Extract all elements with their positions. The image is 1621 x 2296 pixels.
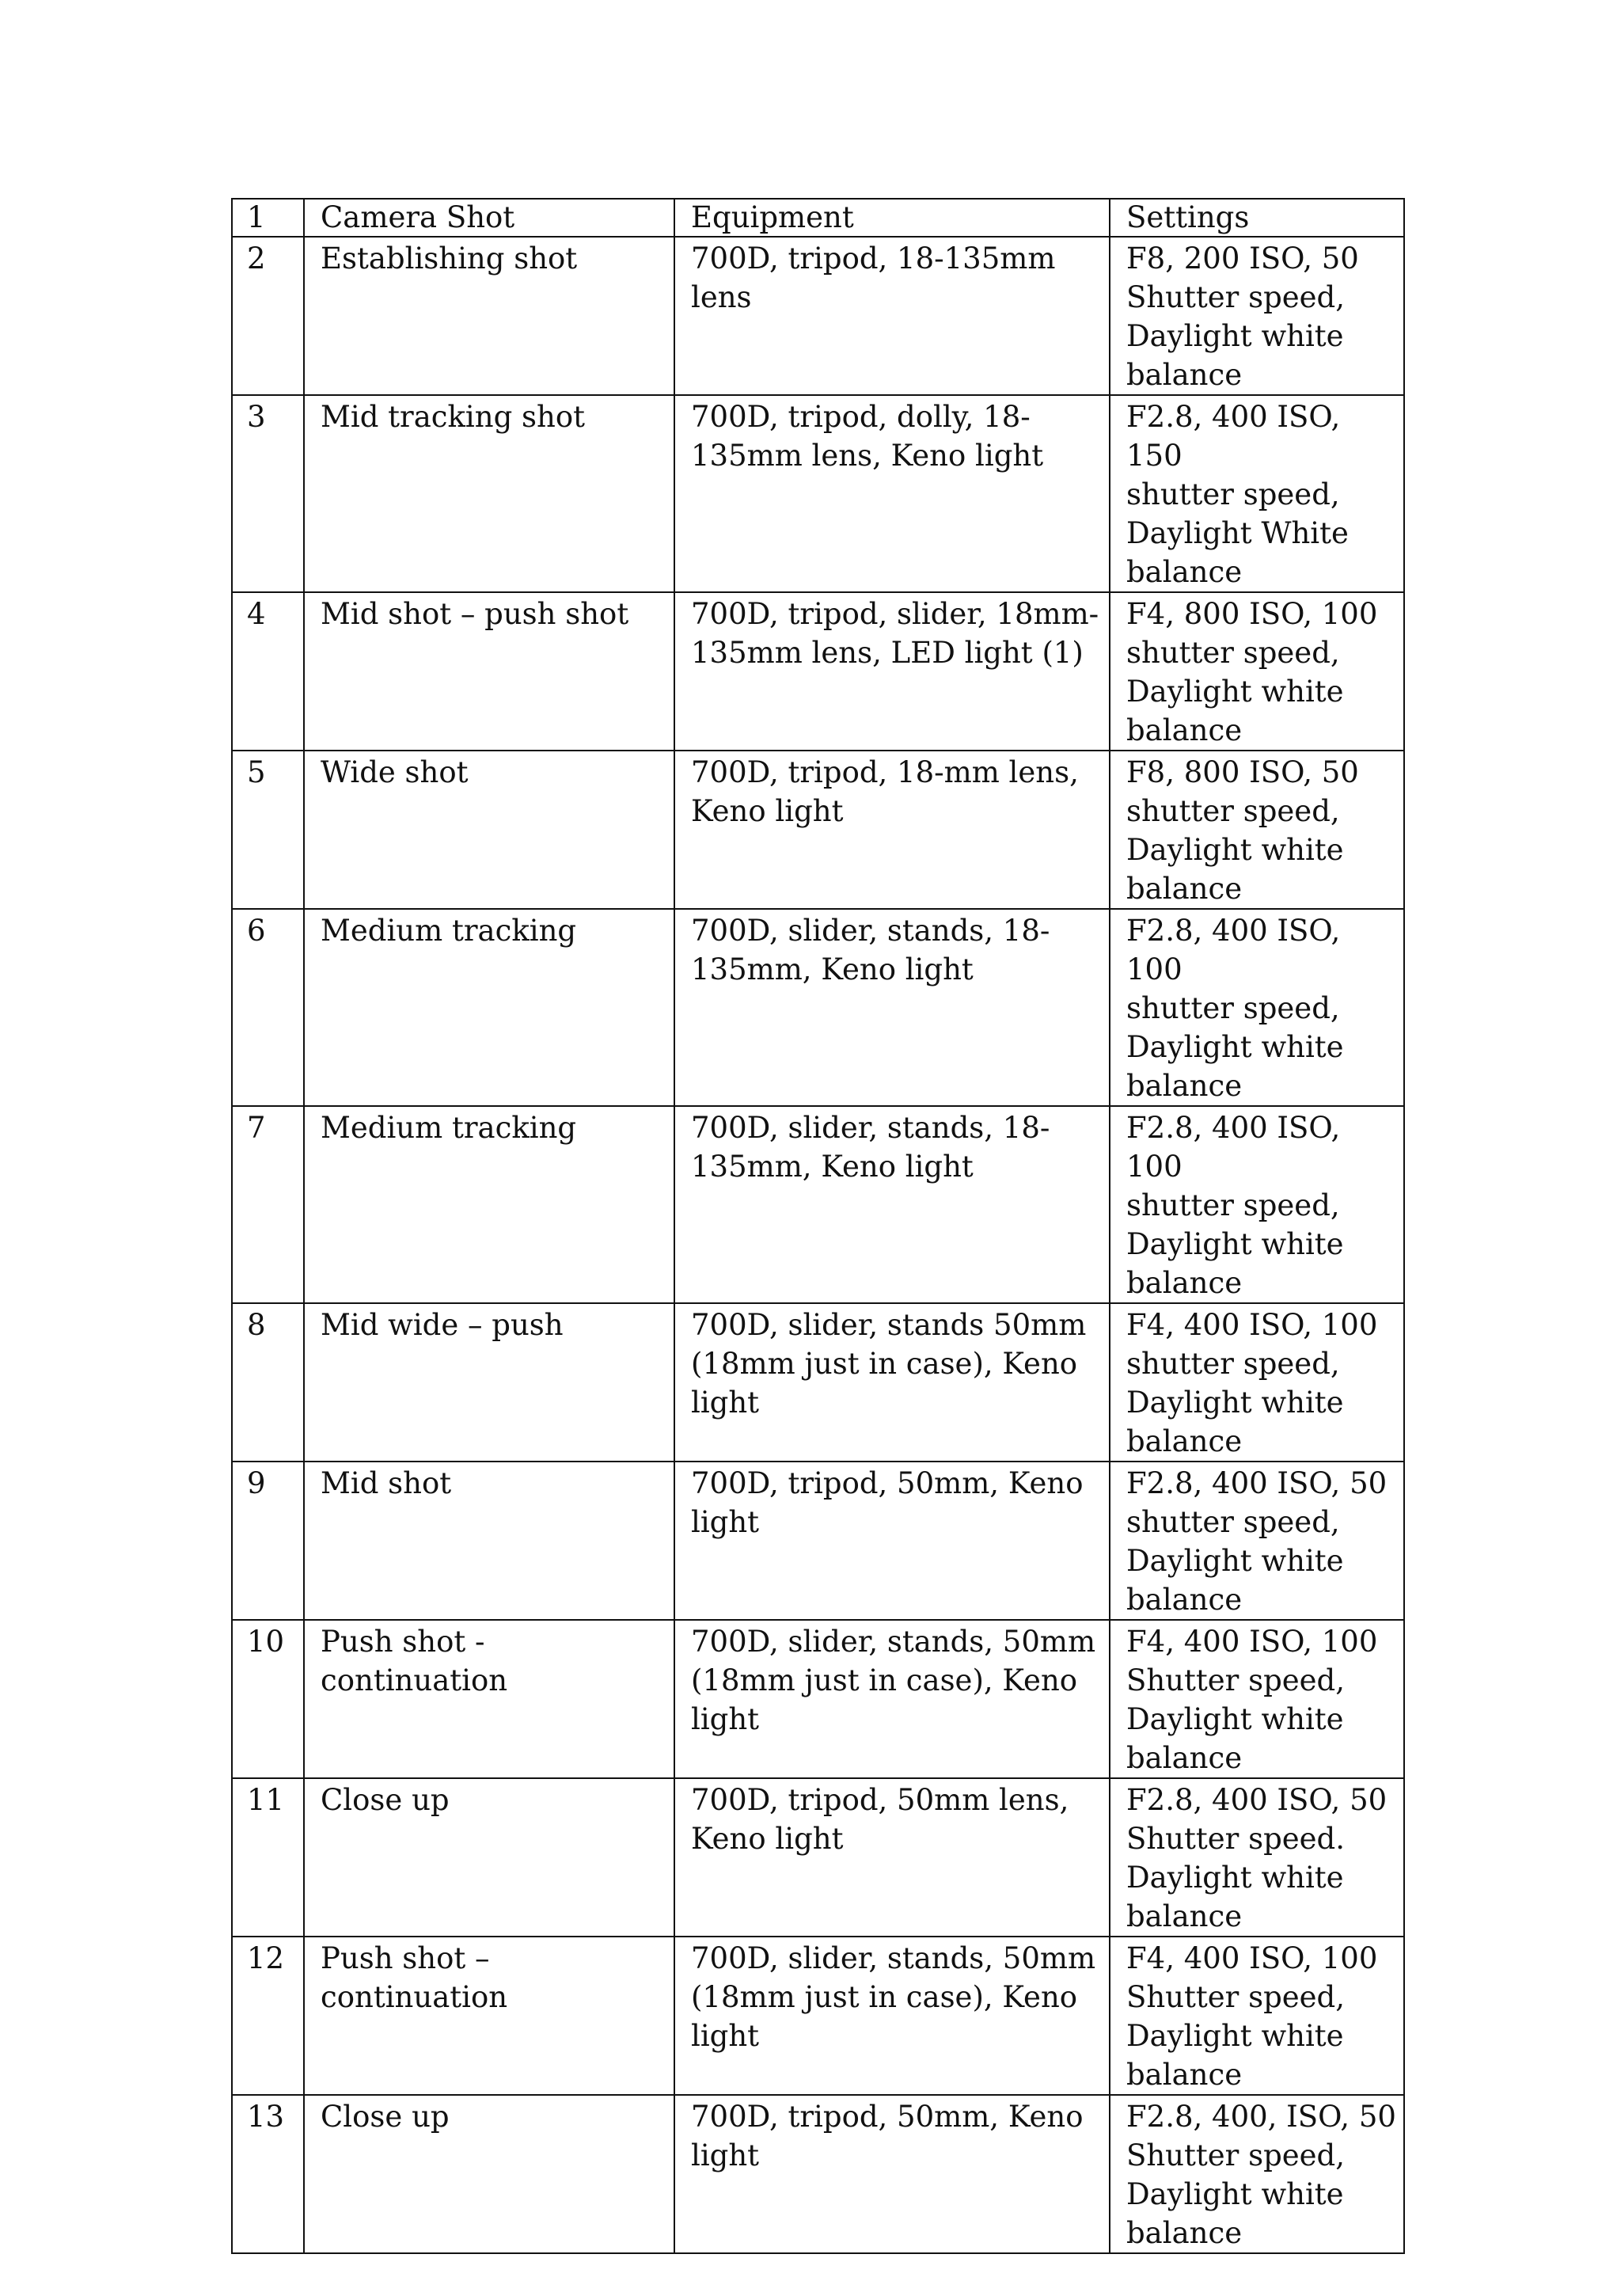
equipment-cell	[674, 1620, 1110, 1778]
row-number-cell: 2	[232, 237, 304, 395]
camera-shot-line: Medium tracking	[321, 1111, 577, 1145]
settings-line: Daylight White	[1126, 516, 1349, 550]
equipment-cell	[674, 1937, 1110, 2095]
camera-shot-line: Close up	[321, 1783, 450, 1817]
table-row	[232, 1778, 1404, 1937]
table-row	[232, 395, 1404, 592]
settings-line: balance	[1126, 1741, 1243, 1775]
settings-cell	[1110, 237, 1404, 395]
settings-line: balance	[1126, 713, 1243, 747]
equipment-line: 700D, tripod, slider, 18mm-	[691, 597, 1099, 631]
settings-line: Daylight white	[1126, 1386, 1344, 1420]
settings-line: Daylight white	[1126, 1544, 1344, 1578]
equipment-cell	[674, 1462, 1110, 1620]
equipment-cell	[674, 592, 1110, 751]
equipment-line: light	[691, 2138, 760, 2172]
camera-shot-cell	[304, 1778, 674, 1937]
header-number-cell: 1	[232, 199, 304, 237]
equipment-line: 135mm, Keno light	[691, 1150, 974, 1184]
settings-line: F8, 800 ISO, 50	[1126, 755, 1359, 789]
equipment-cell	[674, 909, 1110, 1106]
equipment-line: 700D, tripod, 18-135mm	[691, 241, 1056, 276]
row-number-cell: 4	[232, 592, 304, 751]
settings-line: F2.8, 400 ISO, 150	[1126, 400, 1341, 473]
equipment-cell	[674, 237, 1110, 395]
table-header-row	[232, 199, 1404, 237]
row-number-cell: 13	[232, 2095, 304, 2253]
table-row	[232, 592, 1404, 751]
settings-line: F2.8, 400, ISO, 50	[1126, 2100, 1396, 2134]
settings-line: Daylight white	[1126, 2019, 1344, 2053]
settings-line: F4, 800 ISO, 100	[1126, 597, 1378, 631]
table-row	[232, 2095, 1404, 2253]
settings-line: F4, 400 ISO, 100	[1126, 1625, 1378, 1659]
settings-cell	[1110, 395, 1404, 592]
equipment-line: 135mm lens, LED light (1)	[691, 636, 1084, 670]
camera-shot-cell	[304, 395, 674, 592]
equipment-line: 135mm, Keno light	[691, 952, 974, 986]
settings-cell	[1110, 909, 1404, 1106]
equipment-line: light	[691, 1386, 760, 1420]
camera-shot-cell	[304, 909, 674, 1106]
settings-cell	[1110, 1106, 1404, 1303]
camera-shot-cell	[304, 1462, 674, 1620]
settings-line: Shutter speed,	[1126, 2138, 1346, 2172]
equipment-line: Keno light	[691, 794, 844, 828]
settings-line: balance	[1126, 1583, 1243, 1617]
equipment-line: light	[691, 2019, 760, 2053]
camera-shot-cell	[304, 237, 674, 395]
settings-line: Daylight white	[1126, 1227, 1344, 1261]
settings-line: F4, 400 ISO, 100	[1126, 1941, 1378, 1975]
settings-cell	[1110, 751, 1404, 909]
equipment-line: 700D, tripod, 50mm lens,	[691, 1783, 1069, 1817]
camera-shot-cell	[304, 751, 674, 909]
settings-line: balance	[1126, 555, 1243, 589]
settings-line: Shutter speed,	[1126, 1980, 1346, 2014]
settings-line: Daylight white	[1126, 1030, 1344, 1064]
row-number-cell: 3	[232, 395, 304, 592]
settings-line: F2.8, 400 ISO, 50	[1126, 1466, 1388, 1500]
row-number-cell: 12	[232, 1937, 304, 2095]
settings-cell	[1110, 1778, 1404, 1937]
camera-shot-line: Push shot -	[321, 1625, 485, 1659]
table-row	[232, 1462, 1404, 1620]
camera-shot-cell	[304, 1106, 674, 1303]
table-body	[232, 199, 1404, 2253]
equipment-line: 700D, slider, stands 50mm	[691, 1308, 1087, 1342]
equipment-line: 700D, tripod, 50mm, Keno	[691, 1466, 1084, 1500]
camera-shot-cell	[304, 1620, 674, 1778]
settings-line: F4, 400 ISO, 100	[1126, 1308, 1378, 1342]
header-settings-cell: Settings	[1110, 199, 1404, 237]
equipment-line: 700D, slider, stands, 50mm	[691, 1625, 1096, 1659]
settings-line: Daylight white	[1126, 675, 1344, 709]
row-number-cell: 11	[232, 1778, 304, 1937]
header-equipment-cell: Equipment	[674, 199, 1110, 237]
settings-line: balance	[1126, 2058, 1243, 2092]
settings-line: Daylight white	[1126, 1702, 1344, 1736]
settings-line: Daylight white	[1126, 2177, 1344, 2211]
camera-shot-line: Push shot –	[321, 1941, 490, 1975]
camera-shot-line: Mid shot – push shot	[321, 597, 629, 631]
settings-line: Shutter speed,	[1126, 1663, 1346, 1697]
camera-shot-line: Mid shot	[321, 1466, 452, 1500]
row-number-cell: 10	[232, 1620, 304, 1778]
camera-shot-line: Establishing shot	[321, 241, 578, 276]
camera-shot-cell	[304, 1303, 674, 1462]
equipment-cell	[674, 2095, 1110, 2253]
equipment-line: (18mm just in case), Keno	[691, 1663, 1078, 1697]
camera-shot-line: Close up	[321, 2100, 450, 2134]
settings-line: shutter speed,	[1126, 1347, 1340, 1381]
camera-shot-line: Mid wide – push	[321, 1308, 564, 1342]
settings-line: F8, 200 ISO, 50	[1126, 241, 1359, 276]
settings-line: Shutter speed.	[1126, 1822, 1346, 1856]
equipment-line: 700D, tripod, dolly, 18-	[691, 400, 1031, 434]
camera-shot-table	[231, 198, 1405, 2254]
settings-line: balance	[1126, 2216, 1243, 2250]
settings-line: balance	[1126, 1069, 1243, 1103]
table-row	[232, 237, 1404, 395]
settings-line: balance	[1126, 1424, 1243, 1458]
settings-line: Daylight white	[1126, 1861, 1344, 1895]
settings-cell	[1110, 1937, 1404, 2095]
equipment-line: (18mm just in case), Keno	[691, 1347, 1078, 1381]
equipment-line: 700D, slider, stands, 18-	[691, 1111, 1050, 1145]
settings-line: balance	[1126, 1266, 1243, 1300]
camera-shot-line: continuation	[321, 1663, 508, 1697]
camera-shot-line: Wide shot	[321, 755, 469, 789]
camera-shot-line: continuation	[321, 1980, 508, 2014]
settings-line: shutter speed,	[1126, 1188, 1340, 1222]
equipment-cell	[674, 395, 1110, 592]
equipment-line: 700D, slider, stands, 18-	[691, 914, 1050, 948]
equipment-cell	[674, 1778, 1110, 1937]
table-row	[232, 1303, 1404, 1462]
equipment-line: light	[691, 1702, 760, 1736]
camera-shot-cell	[304, 2095, 674, 2253]
equipment-line: (18mm just in case), Keno	[691, 1980, 1078, 2014]
equipment-cell	[674, 1106, 1110, 1303]
row-number-cell: 6	[232, 909, 304, 1106]
settings-line: shutter speed,	[1126, 477, 1340, 511]
settings-cell	[1110, 2095, 1404, 2253]
settings-line: shutter speed,	[1126, 794, 1340, 828]
settings-cell	[1110, 592, 1404, 751]
header-camera-shot-cell: Camera Shot	[304, 199, 674, 237]
settings-line: F2.8, 400 ISO, 100	[1126, 914, 1341, 986]
row-number-cell: 9	[232, 1462, 304, 1620]
row-number-cell: 8	[232, 1303, 304, 1462]
row-number-cell: 5	[232, 751, 304, 909]
settings-line: shutter speed,	[1126, 991, 1340, 1025]
settings-line: balance	[1126, 1899, 1243, 1933]
table-row	[232, 1620, 1404, 1778]
equipment-line: lens	[691, 280, 752, 314]
settings-line: balance	[1126, 358, 1243, 392]
camera-shot-line: Mid tracking shot	[321, 400, 585, 434]
table-row	[232, 751, 1404, 909]
settings-cell	[1110, 1620, 1404, 1778]
settings-cell	[1110, 1462, 1404, 1620]
settings-line: Daylight white	[1126, 833, 1344, 867]
table-row	[232, 1937, 1404, 2095]
settings-line: F2.8, 400 ISO, 100	[1126, 1111, 1341, 1184]
equipment-line: 700D, slider, stands, 50mm	[691, 1941, 1096, 1975]
settings-cell	[1110, 1303, 1404, 1462]
settings-line: shutter speed,	[1126, 636, 1340, 670]
settings-line: Shutter speed,	[1126, 280, 1346, 314]
camera-shot-line: Medium tracking	[321, 914, 577, 948]
settings-line: shutter speed,	[1126, 1505, 1340, 1539]
equipment-cell	[674, 751, 1110, 909]
equipment-cell	[674, 1303, 1110, 1462]
settings-line: Daylight white	[1126, 319, 1344, 353]
table-row	[232, 909, 1404, 1106]
equipment-line: 700D, tripod, 50mm, Keno	[691, 2100, 1084, 2134]
camera-shot-cell	[304, 1937, 674, 2095]
equipment-line: 700D, tripod, 18-mm lens,	[691, 755, 1079, 789]
equipment-line: light	[691, 1505, 760, 1539]
equipment-line: 135mm lens, Keno light	[691, 439, 1044, 473]
table-row	[232, 1106, 1404, 1303]
settings-line: F2.8, 400 ISO, 50	[1126, 1783, 1388, 1817]
settings-line: balance	[1126, 872, 1243, 906]
equipment-line: Keno light	[691, 1822, 844, 1856]
camera-shot-cell	[304, 592, 674, 751]
row-number-cell: 7	[232, 1106, 304, 1303]
